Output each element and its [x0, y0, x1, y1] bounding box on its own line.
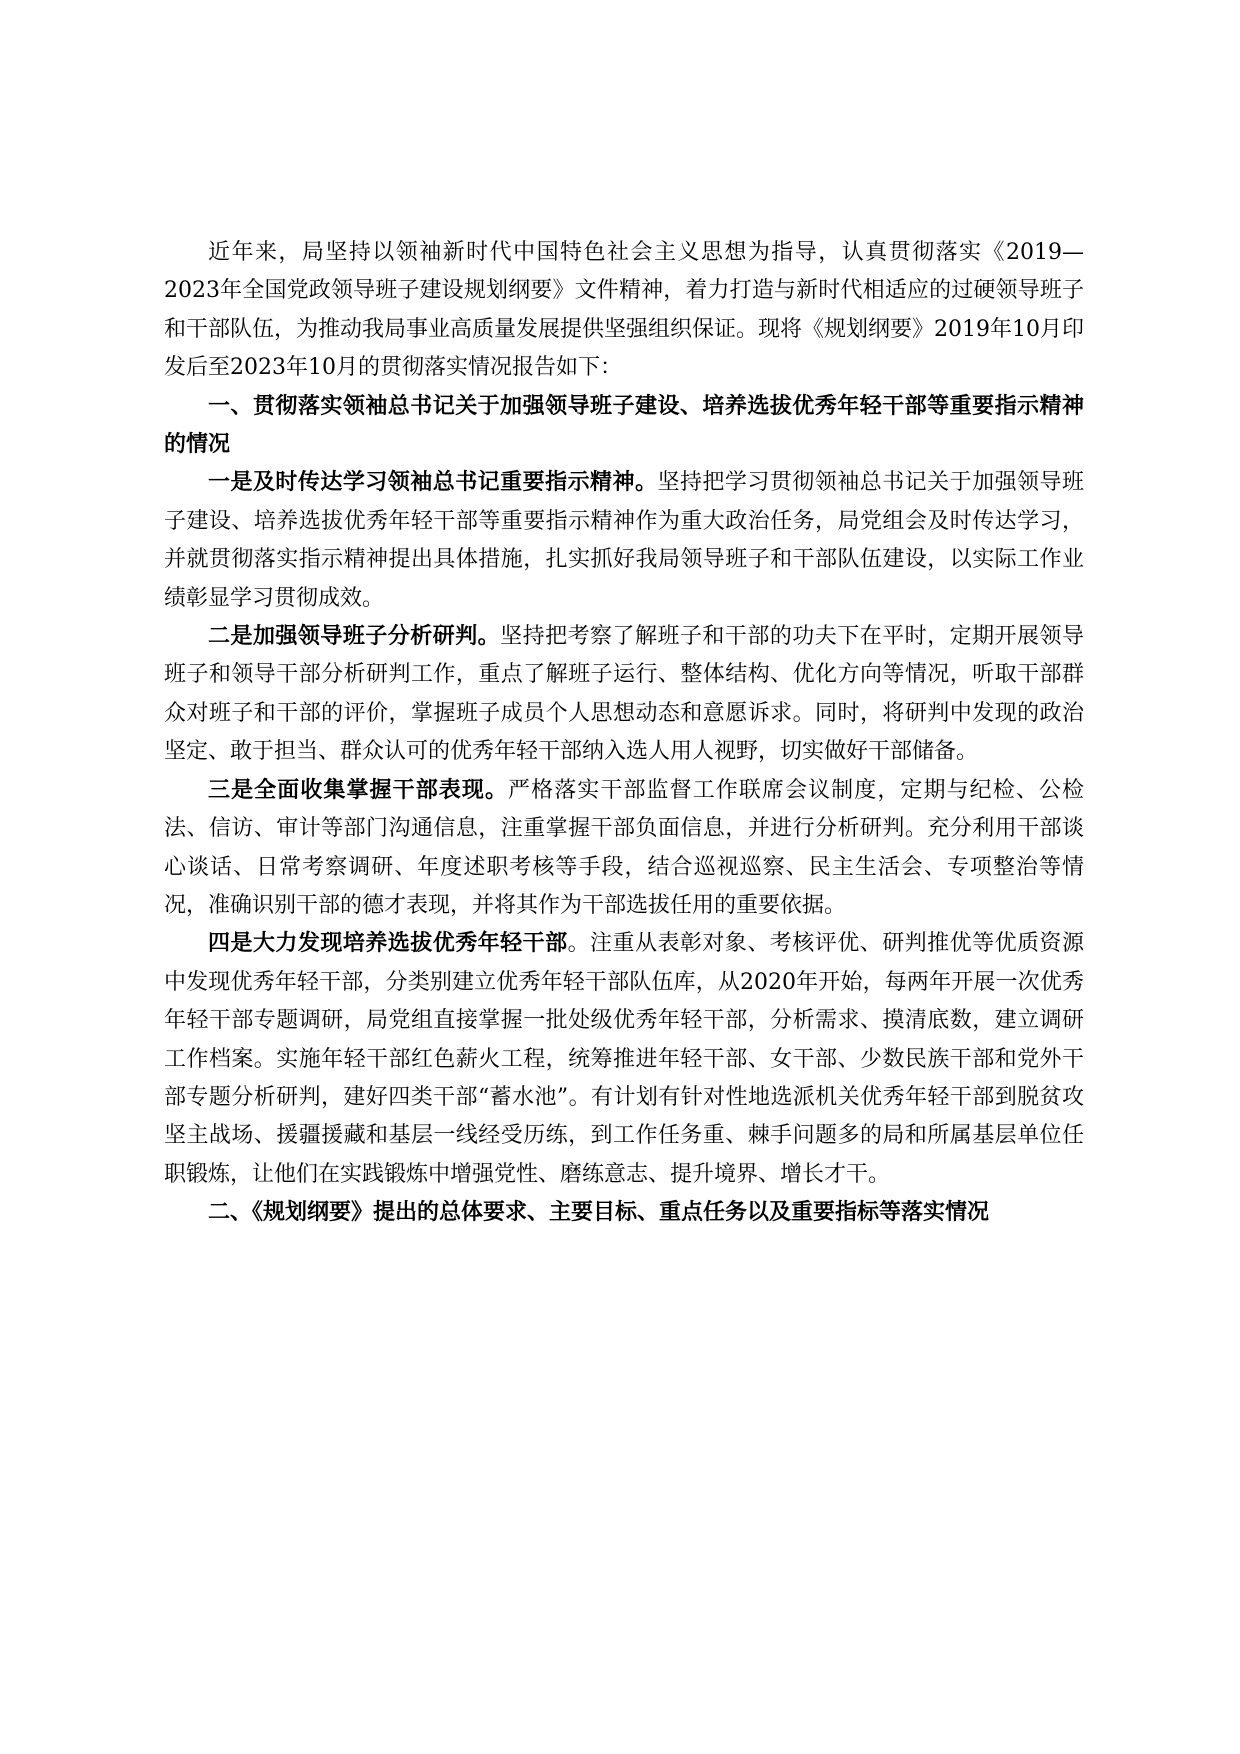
item-lead-4: 四是大力发现培养选拔优秀年轻干部: [208, 931, 568, 957]
item-lead-1: 一是及时传达学习领袖总书记重要指示精神。: [208, 470, 658, 496]
section-heading-1: 一、贯彻落实领袖总书记关于加强领导班子建设、培养选拔优秀年轻干部等重要指示精神的情况: [164, 393, 1084, 458]
item-paragraph-2: [164, 618, 1084, 772]
intro-paragraph: 近年来，局坚持以领袖新时代中国特色社会主义思想为指导，认真贯彻落实《2019—2023年全国党政领导班子建设规划纲要》文件精神，着力打造与新时代相适应的过硬领导班子和干部队伍，为推动我局事业高质量发展提供坚强组织保证。现将《规划纲要》2019年10月印发后至2023年10月的贯彻落实情况报告如下：: [164, 240, 1084, 381]
item-body-4: 。注重从表彰对象、考核评优、研判推优等优质资源中发现优秀年轻干部，分类别建立优秀年轻干部队伍库，从2020年开始，每两年开展一次优秀年轻干部专题调研，局党组直接掌握一批处级优秀年轻干部，分析需求、摸清底数，建立调研工作档案。实施年轻干部红色薪火工程，统筹推进年轻干部、女干部、少数民族干部和党外干部专题分析研判，建好四类干部“蓄水池”。有计划有针对性地选派机关优秀年轻干部到脱贫攻坚主战场、援疆援藏和基层一线经受历练，到工作任务重、棘手问题多的局和所属基层单位任职锻炼，让他们在实践锻炼中增强党性、磨练意志、提升境界、增长才干。: [164, 931, 1084, 1187]
item-lead-2: 二是加强领导班子分析研判。: [208, 624, 501, 650]
section-heading-2: 二、《规划纲要》提出的总体要求、主要目标、重点任务以及重要指标等落实情况: [208, 1200, 990, 1226]
item-body-3: 严格落实干部监督工作联席会议制度，定期与纪检、公检法、信访、审计等部门沟通信息，注重掌握干部负面信息，并进行分析研判。充分利用干部谈心谈话、日常考察调研、年度述职考核等手段，结合巡视巡察、民主生活会、专项整治等情况，准确识别干部的德才表现，并将其作为干部选拔任用的重要依据。: [164, 777, 1084, 918]
item-paragraph-3: [164, 772, 1084, 926]
document-body: [164, 234, 1084, 1233]
item-body-2: 坚持把考察了解班子和干部的功夫下在平时，定期开展领导班子和领导干部分析研判工作，重点了解班子运行、整体结构、优化方向等情况，听取干部群众对班子和干部的评价，掌握班子成员个人思想动态和意愿诉求。同时，将研判中发现的政治坚定、敢于担当、群众认可的优秀年轻干部纳入选人用人视野，切实做好干部储备。: [164, 624, 1084, 765]
item-paragraph-4: [164, 925, 1084, 1194]
item-lead-3: 三是全面收集掌握干部表现。: [208, 777, 509, 803]
item-paragraph-1: [164, 464, 1084, 618]
item-body-1: 坚持把学习贯彻领袖总书记关于加强领导班子建设、培养选拔优秀年轻干部等重要指示精神作为重大政治任务，局党组会及时传达学习，并就贯彻落实指示精神提出具体措施，扎实抓好我局领导班子和干部队伍建设，以实际工作业绩彰显学习贯彻成效。: [164, 470, 1084, 611]
